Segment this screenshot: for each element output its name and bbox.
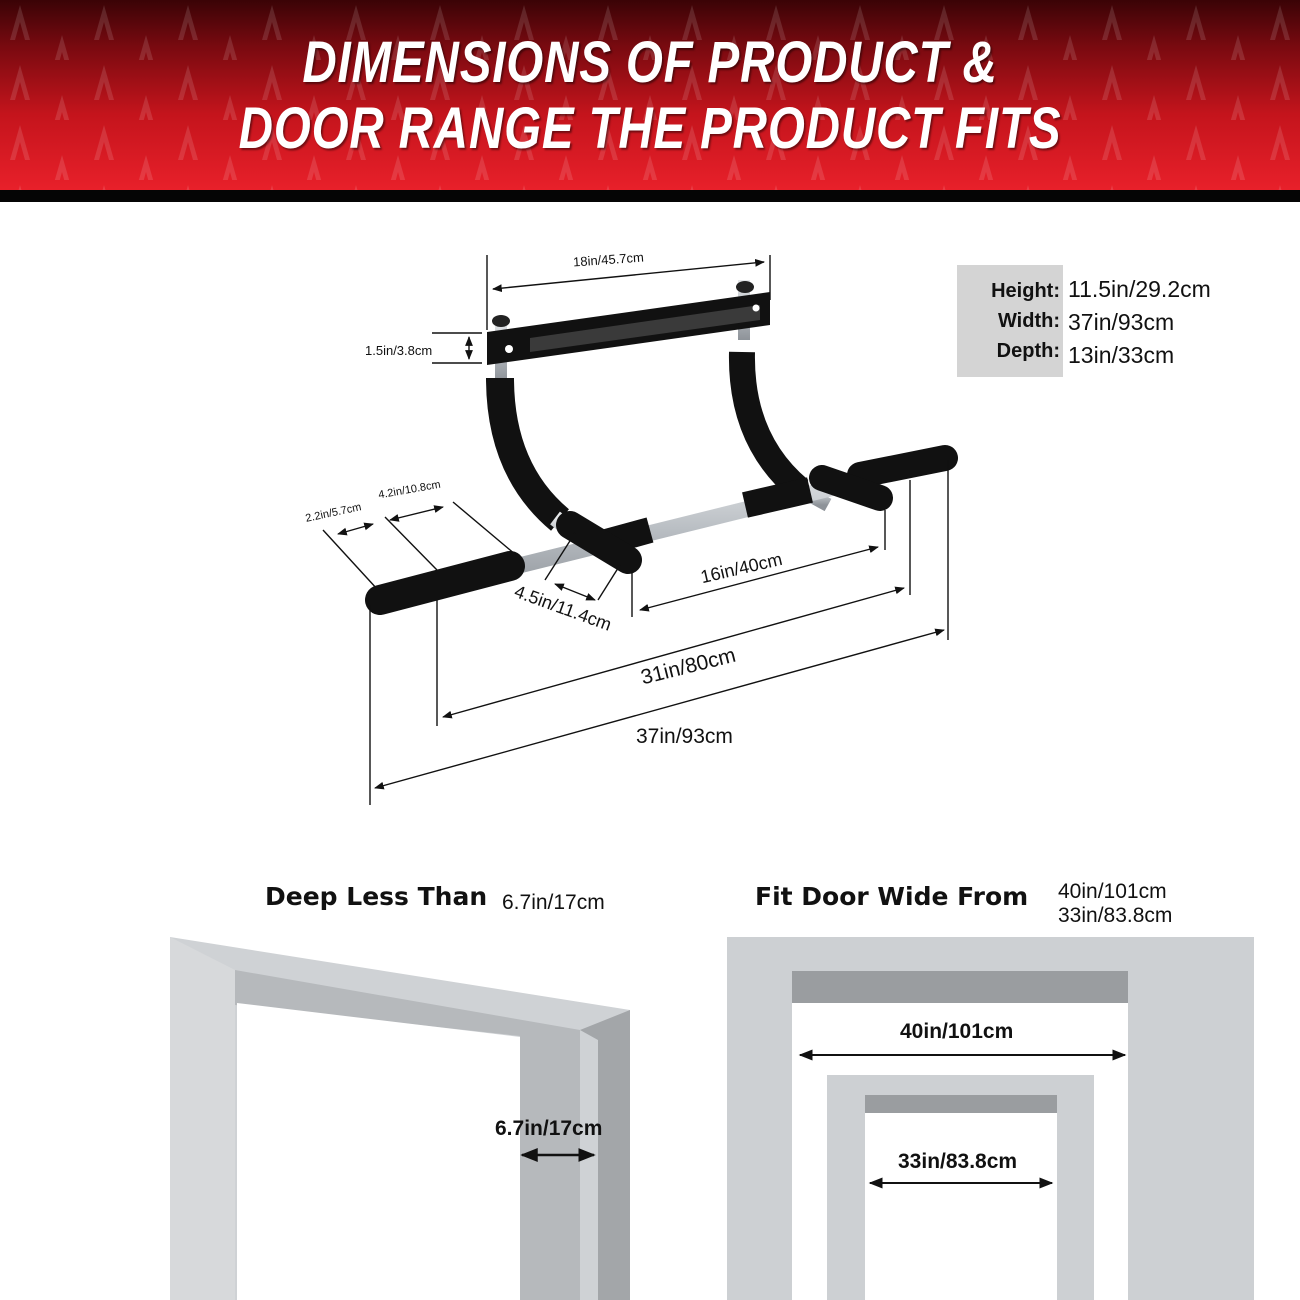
door-depth-measure-label: 6.7in/17cm (495, 1117, 603, 1140)
handle-width-label: 4.5in/11.4cm (511, 581, 615, 635)
spec-width-label: Width: (997, 310, 1060, 332)
inner-span-label: 16in/40cm (698, 548, 785, 588)
spec-depth-label: Depth: (996, 340, 1060, 362)
mid-span-label: 31in/80cm (638, 643, 739, 690)
door-width-frame (727, 937, 1254, 1300)
end-grip-label: 2.2in/5.7cm (304, 501, 363, 525)
door-width-title: Fit Door Wide From (755, 882, 1029, 911)
top-bracket (487, 280, 770, 380)
top-bar-width-label: 18in/45.7cm (572, 249, 645, 270)
side-grip-label: 4.2in/10.8cm (377, 478, 442, 502)
spec-height-value: 11.5in/29.2cm (1068, 276, 1211, 302)
inner-door-width-label: 33in/83.8cm (898, 1150, 1018, 1173)
banner-title-line2: DOOR RANGE THE PRODUCT FITS (238, 96, 1062, 161)
door-width-min-value: 33in/83.8cm (1058, 904, 1173, 927)
door-depth-value: 6.7in/17cm (502, 891, 605, 914)
banner-title-line1: DIMENSIONS OF PRODUCT & (302, 30, 998, 95)
spec-width-value: 37in/93cm (1068, 309, 1175, 335)
spec-height-label: Height: (991, 280, 1060, 302)
door-depth-title: Deep Less Than (265, 882, 488, 911)
top-bar-height-label: 1.5in/3.8cm (365, 343, 433, 358)
outer-door-width-label: 40in/101cm (900, 1020, 1014, 1043)
total-width-label: 37in/93cm (636, 725, 733, 748)
spec-depth-value: 13in/33cm (1068, 342, 1175, 368)
door-width-max-value: 40in/101cm (1058, 880, 1167, 903)
